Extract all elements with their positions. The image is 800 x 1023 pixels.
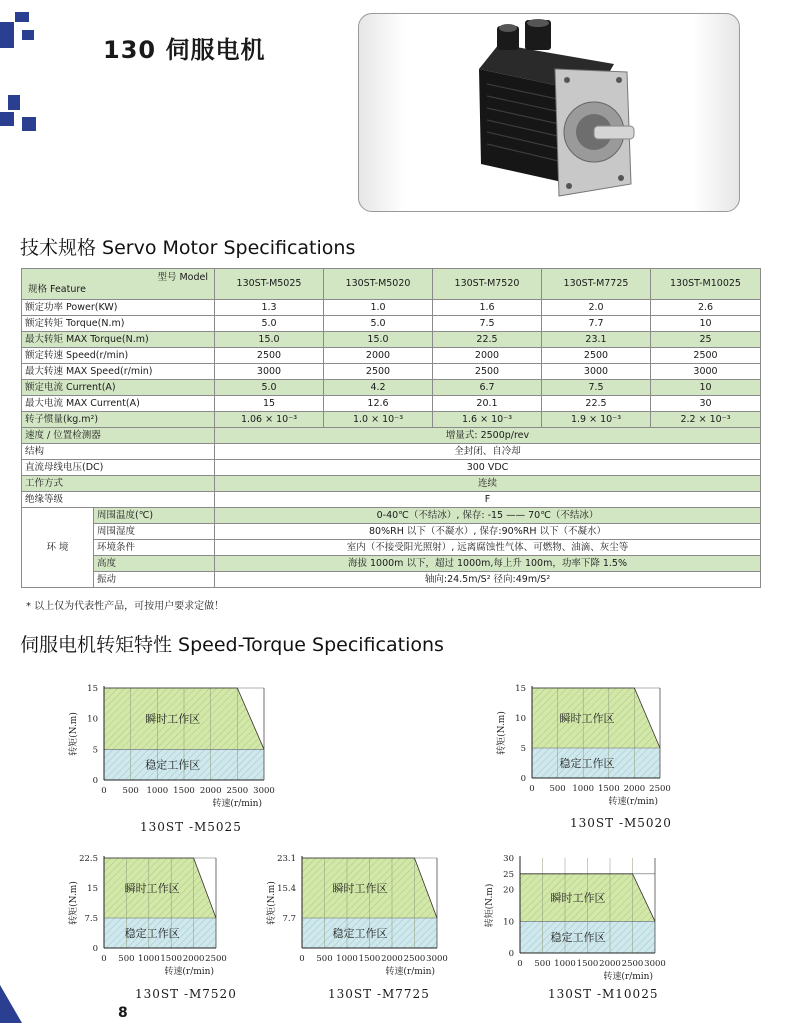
chart-name: 130ST -M7725: [328, 987, 430, 1001]
x-tick-label: 2000: [199, 786, 222, 796]
instant-zone-label: 瞬时工作区: [332, 882, 388, 895]
row-value: 4.2: [324, 380, 433, 396]
table-corner-cell: [22, 269, 215, 300]
y-axis-label: 转矩(N.m): [485, 883, 495, 928]
deco-block: [0, 985, 22, 1023]
row-value: 增量式: 2500p/rev: [215, 428, 761, 444]
table-row: [22, 412, 761, 428]
model-header: 130ST-M7725: [542, 269, 651, 300]
row-label: 额定转速 Speed(r/min): [22, 348, 215, 364]
instant-zone-label: 瞬时工作区: [145, 712, 201, 726]
row-value: 1.0 × 10⁻³: [324, 412, 433, 428]
row-label: 转子惯量(kg.m²): [22, 412, 215, 428]
row-value: 全封闭、自冷却: [215, 444, 761, 460]
row-value: 2.6: [651, 300, 761, 316]
x-axis-label: 转速(r/min): [212, 799, 262, 809]
row-value: 7.5: [433, 316, 542, 332]
stable-zone-label: 稳定工作区: [332, 927, 388, 940]
x-tick-label: 3000: [426, 954, 448, 964]
x-tick-label: 2500: [403, 954, 426, 964]
x-axis-label: 转速(r/min): [603, 972, 653, 982]
row-value: 0-40℃（不结冰）, 保存: -15 —— 70℃（不结冰）: [215, 508, 761, 524]
row-value: 300 VDC: [215, 460, 761, 476]
x-axis-label: 转速(r/min): [385, 967, 435, 977]
stable-zone-label: 稳定工作区: [124, 927, 180, 940]
x-tick-label: 2000: [381, 954, 403, 964]
y-tick-label: 10: [515, 714, 526, 724]
table-row: [22, 332, 761, 348]
row-label: 额定电流 Current(A): [22, 380, 215, 396]
row-value: 22.5: [433, 332, 542, 348]
row-label: 速度 / 位置检测器: [22, 428, 215, 444]
row-value: 2000: [324, 348, 433, 364]
chart-name: 130ST -M10025: [548, 987, 659, 1001]
x-tick-label: 1500: [160, 954, 183, 964]
row-value: F: [215, 492, 761, 508]
x-tick-label: 2500: [649, 784, 671, 794]
row-value: 2500: [324, 364, 433, 380]
x-tick-label: 2000: [182, 954, 205, 964]
chart-name: 130ST -M7520: [135, 987, 237, 1001]
corner-model-label: 型号 Model: [157, 272, 208, 283]
table-row: [22, 508, 761, 524]
x-tick-label: 1500: [597, 784, 620, 794]
x-tick-label: 2500: [226, 786, 249, 796]
motor-photo: [358, 13, 740, 212]
table-row: [22, 572, 761, 588]
row-value: 1.6: [433, 300, 542, 316]
x-tick-label: 0: [517, 959, 523, 969]
chart-name: 130ST -M5020: [570, 816, 672, 830]
row-value: 海拔 1000m 以下，超过 1000m,每上升 100m，功率下降 1.5%: [215, 556, 761, 572]
table-row: [22, 380, 761, 396]
row-label: 环境条件: [94, 540, 215, 556]
row-value: 2.0: [542, 300, 651, 316]
table-row: [22, 300, 761, 316]
table-row: [22, 396, 761, 412]
x-tick-label: 3000: [253, 786, 275, 796]
row-value: 1.3: [215, 300, 324, 316]
x-tick-label: 500: [122, 786, 139, 796]
row-value: 7.7: [542, 316, 651, 332]
row-value: 5.0: [215, 316, 324, 332]
x-tick-label: 2000: [623, 784, 646, 794]
row-value: 30: [651, 396, 761, 412]
speed-torque-chart: [478, 850, 693, 985]
y-axis-label: 转矩(N.m): [69, 881, 79, 925]
row-value: 12.6: [324, 396, 433, 412]
table-row: [22, 524, 761, 540]
row-value: 2500: [651, 348, 761, 364]
x-tick-label: 2500: [205, 954, 227, 964]
deco-block: [22, 117, 36, 131]
row-label: 直流母线电压(DC): [22, 460, 215, 476]
row-value: 5.0: [215, 380, 324, 396]
row-label: 最大转矩 MAX Torque(N.m): [22, 332, 215, 348]
y-tick-label: 0: [508, 949, 514, 959]
table-row: [22, 540, 761, 556]
instant-zone-label: 瞬时工作区: [559, 712, 615, 725]
row-label: 振动: [94, 572, 215, 588]
row-value: 室内（不接受阳光照射）, 远离腐蚀性气体、可燃物、油滴、灰尘等: [215, 540, 761, 556]
x-tick-label: 1000: [137, 954, 160, 964]
corner-feature-label: 规格 Feature: [28, 284, 86, 295]
table-header-row: [22, 269, 761, 300]
table-row: [22, 556, 761, 572]
x-tick-label: 0: [101, 786, 107, 796]
row-label: 高度: [94, 556, 215, 572]
chart-svg: [260, 850, 470, 985]
x-axis-label: 转速(r/min): [164, 967, 214, 977]
row-label: 额定功率 Power(KW): [22, 300, 215, 316]
table-row: [22, 428, 761, 444]
x-tick-label: 1000: [336, 954, 358, 964]
x-tick-label: 3000: [644, 959, 666, 969]
x-tick-label: 1500: [576, 959, 599, 969]
y-tick-label: 5: [520, 744, 526, 754]
y-tick-label: 15: [87, 684, 98, 694]
y-tick-label: 7.7: [282, 914, 296, 924]
row-label: 最大转速 MAX Speed(r/min): [22, 364, 215, 380]
chart-svg: [62, 680, 292, 815]
row-label: 周围湿度: [94, 524, 215, 540]
x-tick-label: 500: [316, 954, 333, 964]
chart-svg: [62, 850, 252, 985]
y-tick-label: 0: [92, 776, 98, 786]
row-value: 2000: [433, 348, 542, 364]
page-number: 8: [118, 1005, 128, 1021]
spec-table: [21, 268, 761, 588]
x-tick-label: 2500: [621, 959, 644, 969]
x-tick-label: 1000: [554, 959, 576, 969]
y-tick-label: 10: [87, 714, 98, 725]
table-row: [22, 316, 761, 332]
x-tick-label: 1500: [358, 954, 381, 964]
table-row: [22, 444, 761, 460]
x-tick-label: 500: [549, 784, 566, 794]
spec-heading: 技术规格 Servo Motor Specifications: [20, 237, 356, 259]
speed-torque-chart: [62, 850, 252, 985]
row-label: 周围温度(℃): [94, 508, 215, 524]
deco-block: [0, 22, 14, 48]
y-tick-label: 7.5: [84, 914, 98, 924]
x-tick-label: 1000: [146, 786, 169, 796]
table-row: [22, 460, 761, 476]
y-tick-label: 5: [92, 745, 98, 756]
y-tick-label: 10: [503, 917, 514, 928]
deco-block: [8, 95, 20, 110]
stable-zone-label: 稳定工作区: [559, 757, 615, 770]
instant-zone-label: 瞬时工作区: [124, 882, 180, 895]
row-value: 6.7: [433, 380, 542, 396]
chart-name: 130ST -M5025: [140, 820, 242, 834]
row-value: 20.1: [433, 396, 542, 412]
speed-torque-chart: [260, 850, 470, 985]
model-header: 130ST-M10025: [651, 269, 761, 300]
x-tick-label: 2000: [599, 959, 621, 969]
chart-svg: [478, 850, 693, 985]
row-value: 1.0: [324, 300, 433, 316]
row-value: 1.9 × 10⁻³: [542, 412, 651, 428]
y-axis-label: 转矩(N.m): [497, 711, 507, 755]
stable-zone-label: 稳定工作区: [145, 758, 201, 772]
y-tick-label: 23.1: [277, 854, 296, 864]
row-value: 80%RH 以下（不凝水）, 保存:90%RH 以下（不凝水）: [215, 524, 761, 540]
deco-block: [15, 12, 29, 22]
row-value: 2.2 × 10⁻³: [651, 412, 761, 428]
x-tick-label: 500: [118, 954, 135, 964]
x-tick-label: 1500: [173, 786, 195, 796]
table-row: [22, 476, 761, 492]
row-value: 10: [651, 316, 761, 332]
row-label: 绝缘等级: [22, 492, 215, 508]
y-tick-label: 20: [503, 885, 514, 896]
row-value: 1.6 × 10⁻³: [433, 412, 542, 428]
page-title: 130 伺服电机: [103, 36, 266, 64]
x-tick-label: 1000: [572, 784, 595, 794]
model-header: 130ST-M7520: [433, 269, 542, 300]
y-tick-label: 25: [503, 869, 514, 880]
row-label: 额定转矩 Torque(N.m): [22, 316, 215, 332]
row-value: 22.5: [542, 396, 651, 412]
row-value: 7.5: [542, 380, 651, 396]
y-axis-label: 转矩(N.m): [69, 712, 79, 756]
row-label: 最大电流 MAX Current(A): [22, 396, 215, 412]
row-value: 5.0: [324, 316, 433, 332]
row-value: 3000: [542, 364, 651, 380]
chart-svg: [490, 680, 690, 815]
instant-zone-label: 瞬时工作区: [550, 891, 606, 905]
deco-block: [22, 30, 34, 40]
deco-block: [0, 112, 14, 126]
y-tick-label: 15.4: [277, 884, 296, 894]
y-tick-label: 15: [87, 884, 98, 894]
row-value: 1.06 × 10⁻³: [215, 412, 324, 428]
table-row: [22, 364, 761, 380]
curve-heading: 伺服电机转矩特性 Speed-Torque Specifications: [20, 634, 444, 656]
row-value: 15: [215, 396, 324, 412]
footnote: * 以上仅为代表性产品，可按用户要求定做！: [26, 601, 225, 612]
y-tick-label: 0: [92, 944, 98, 954]
model-header: 130ST-M5025: [215, 269, 324, 300]
y-tick-label: 30: [503, 854, 514, 864]
x-axis-label: 转速(r/min): [608, 797, 658, 807]
speed-torque-chart: [490, 680, 690, 815]
env-label: 环 境: [22, 508, 94, 588]
row-value: 25: [651, 332, 761, 348]
x-tick-label: 0: [529, 784, 535, 794]
table-row: [22, 492, 761, 508]
row-label: 工作方式: [22, 476, 215, 492]
row-value: 轴向:24.5m/S² 径向:49m/S²: [215, 572, 761, 588]
table-row: [22, 348, 761, 364]
row-value: 10: [651, 380, 761, 396]
row-value: 15.0: [215, 332, 324, 348]
stable-zone-label: 稳定工作区: [550, 931, 606, 945]
row-value: 2500: [542, 348, 651, 364]
row-value: 15.0: [324, 332, 433, 348]
row-label: 结构: [22, 444, 215, 460]
row-value: 连续: [215, 476, 761, 492]
row-value: 23.1: [542, 332, 651, 348]
x-tick-label: 500: [534, 959, 551, 969]
y-axis-label: 转矩(N.m): [267, 881, 277, 925]
x-tick-label: 0: [101, 954, 107, 964]
y-tick-label: 22.5: [79, 854, 98, 864]
row-value: 2500: [215, 348, 324, 364]
y-tick-label: 0: [520, 774, 526, 784]
y-tick-label: 15: [515, 684, 526, 694]
model-header: 130ST-M5020: [324, 269, 433, 300]
row-value: 3000: [215, 364, 324, 380]
row-value: 3000: [651, 364, 761, 380]
row-value: 2500: [433, 364, 542, 380]
speed-torque-chart: [62, 680, 292, 815]
x-tick-label: 0: [299, 954, 305, 964]
